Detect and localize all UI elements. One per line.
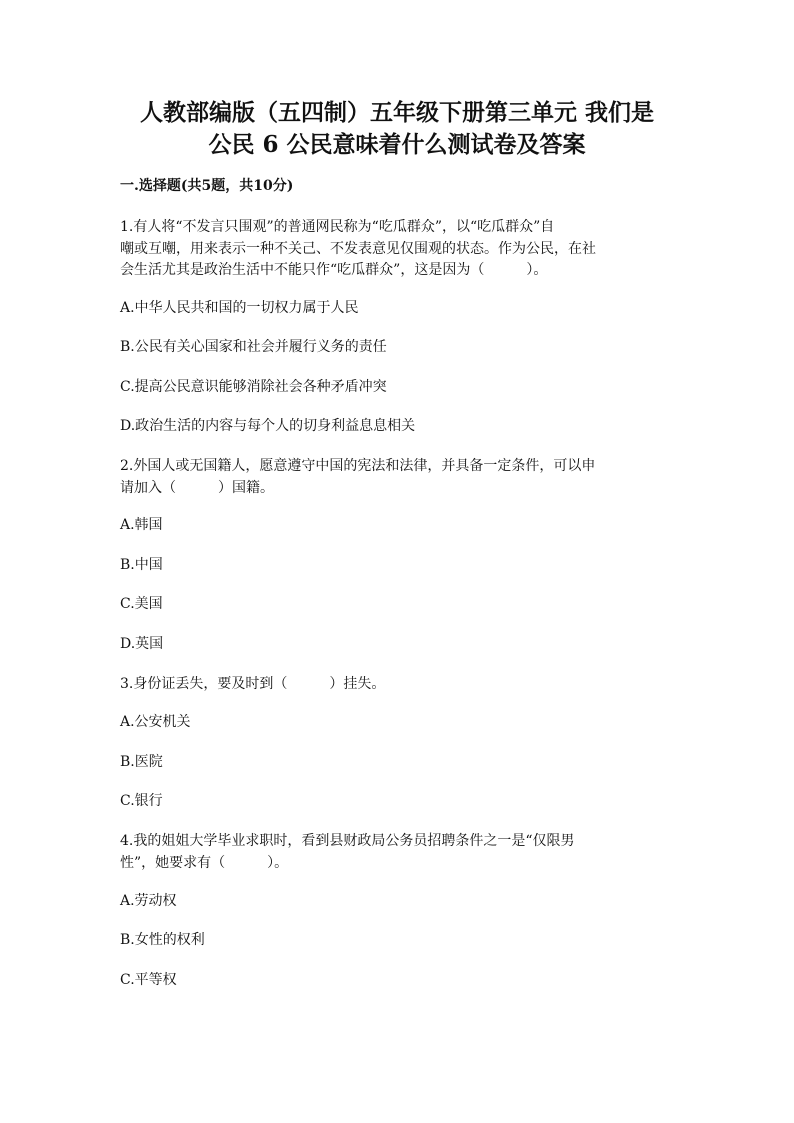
question-2-option-b: B.中国 xyxy=(120,557,163,573)
question-2-line-1: 2.外国人或无国籍人，愿意遵守中国的宪法和法律，并具备一定条件，可以申 xyxy=(120,458,596,474)
question-3-option-b: B.医院 xyxy=(120,754,163,770)
question-2-option-a: A.韩国 xyxy=(120,517,163,533)
question-1-option-d: D.政治生活的内容与每个人的切身利益息息相关 xyxy=(120,418,416,434)
question-4-line-2: 性”，她要求有（ ）。 xyxy=(120,855,289,871)
question-2-option-c: C.美国 xyxy=(120,596,163,612)
question-1-option-a: A.中华人民共和国的一切权力属于人民 xyxy=(120,300,359,316)
question-4-option-c: C.平等权 xyxy=(120,972,177,988)
question-3-option-c: C.银行 xyxy=(120,793,163,809)
question-1-line-2: 嘲或互嘲，用来表示一种不关己、不发表意见仅围观的状态。作为公民，在社 xyxy=(120,241,596,257)
question-4-option-b: B.女性的权利 xyxy=(120,932,205,948)
question-1-line-1: 1.有人将“不发言只围观”的普通网民称为“吃瓜群众”，以“吃瓜群众”自 xyxy=(120,219,555,235)
question-2-line-2: 请加入（ ）国籍。 xyxy=(120,480,274,496)
question-2-option-d: D.英国 xyxy=(120,636,164,652)
question-1-option-c: C.提高公民意识能够消除社会各种矛盾冲突 xyxy=(120,379,387,395)
question-3-line-1: 3.身份证丢失，要及时到（ ）挂失。 xyxy=(120,676,386,692)
page-title-line-1: 人教部编版（五四制）五年级下册第三单元 我们是 xyxy=(139,99,654,126)
page-title-line-2: 公民 6 公民意味着什么测试卷及答案 xyxy=(208,131,586,158)
question-1-option-b: B.公民有关心国家和社会并履行义务的责任 xyxy=(120,339,387,355)
question-3-option-a: A.公安机关 xyxy=(120,714,191,730)
question-4-line-1: 4.我的姐姐大学毕业求职时，看到县财政局公务员招聘条件之一是“仅限男 xyxy=(120,833,575,849)
section-heading: 一.选择题(共5题，共10分) xyxy=(120,178,294,194)
question-1-line-3: 会生活尤其是政治生活中不能只作“吃瓜群众”，这是因为（ ）。 xyxy=(120,262,548,278)
question-4-option-a: A.劳动权 xyxy=(120,893,177,909)
